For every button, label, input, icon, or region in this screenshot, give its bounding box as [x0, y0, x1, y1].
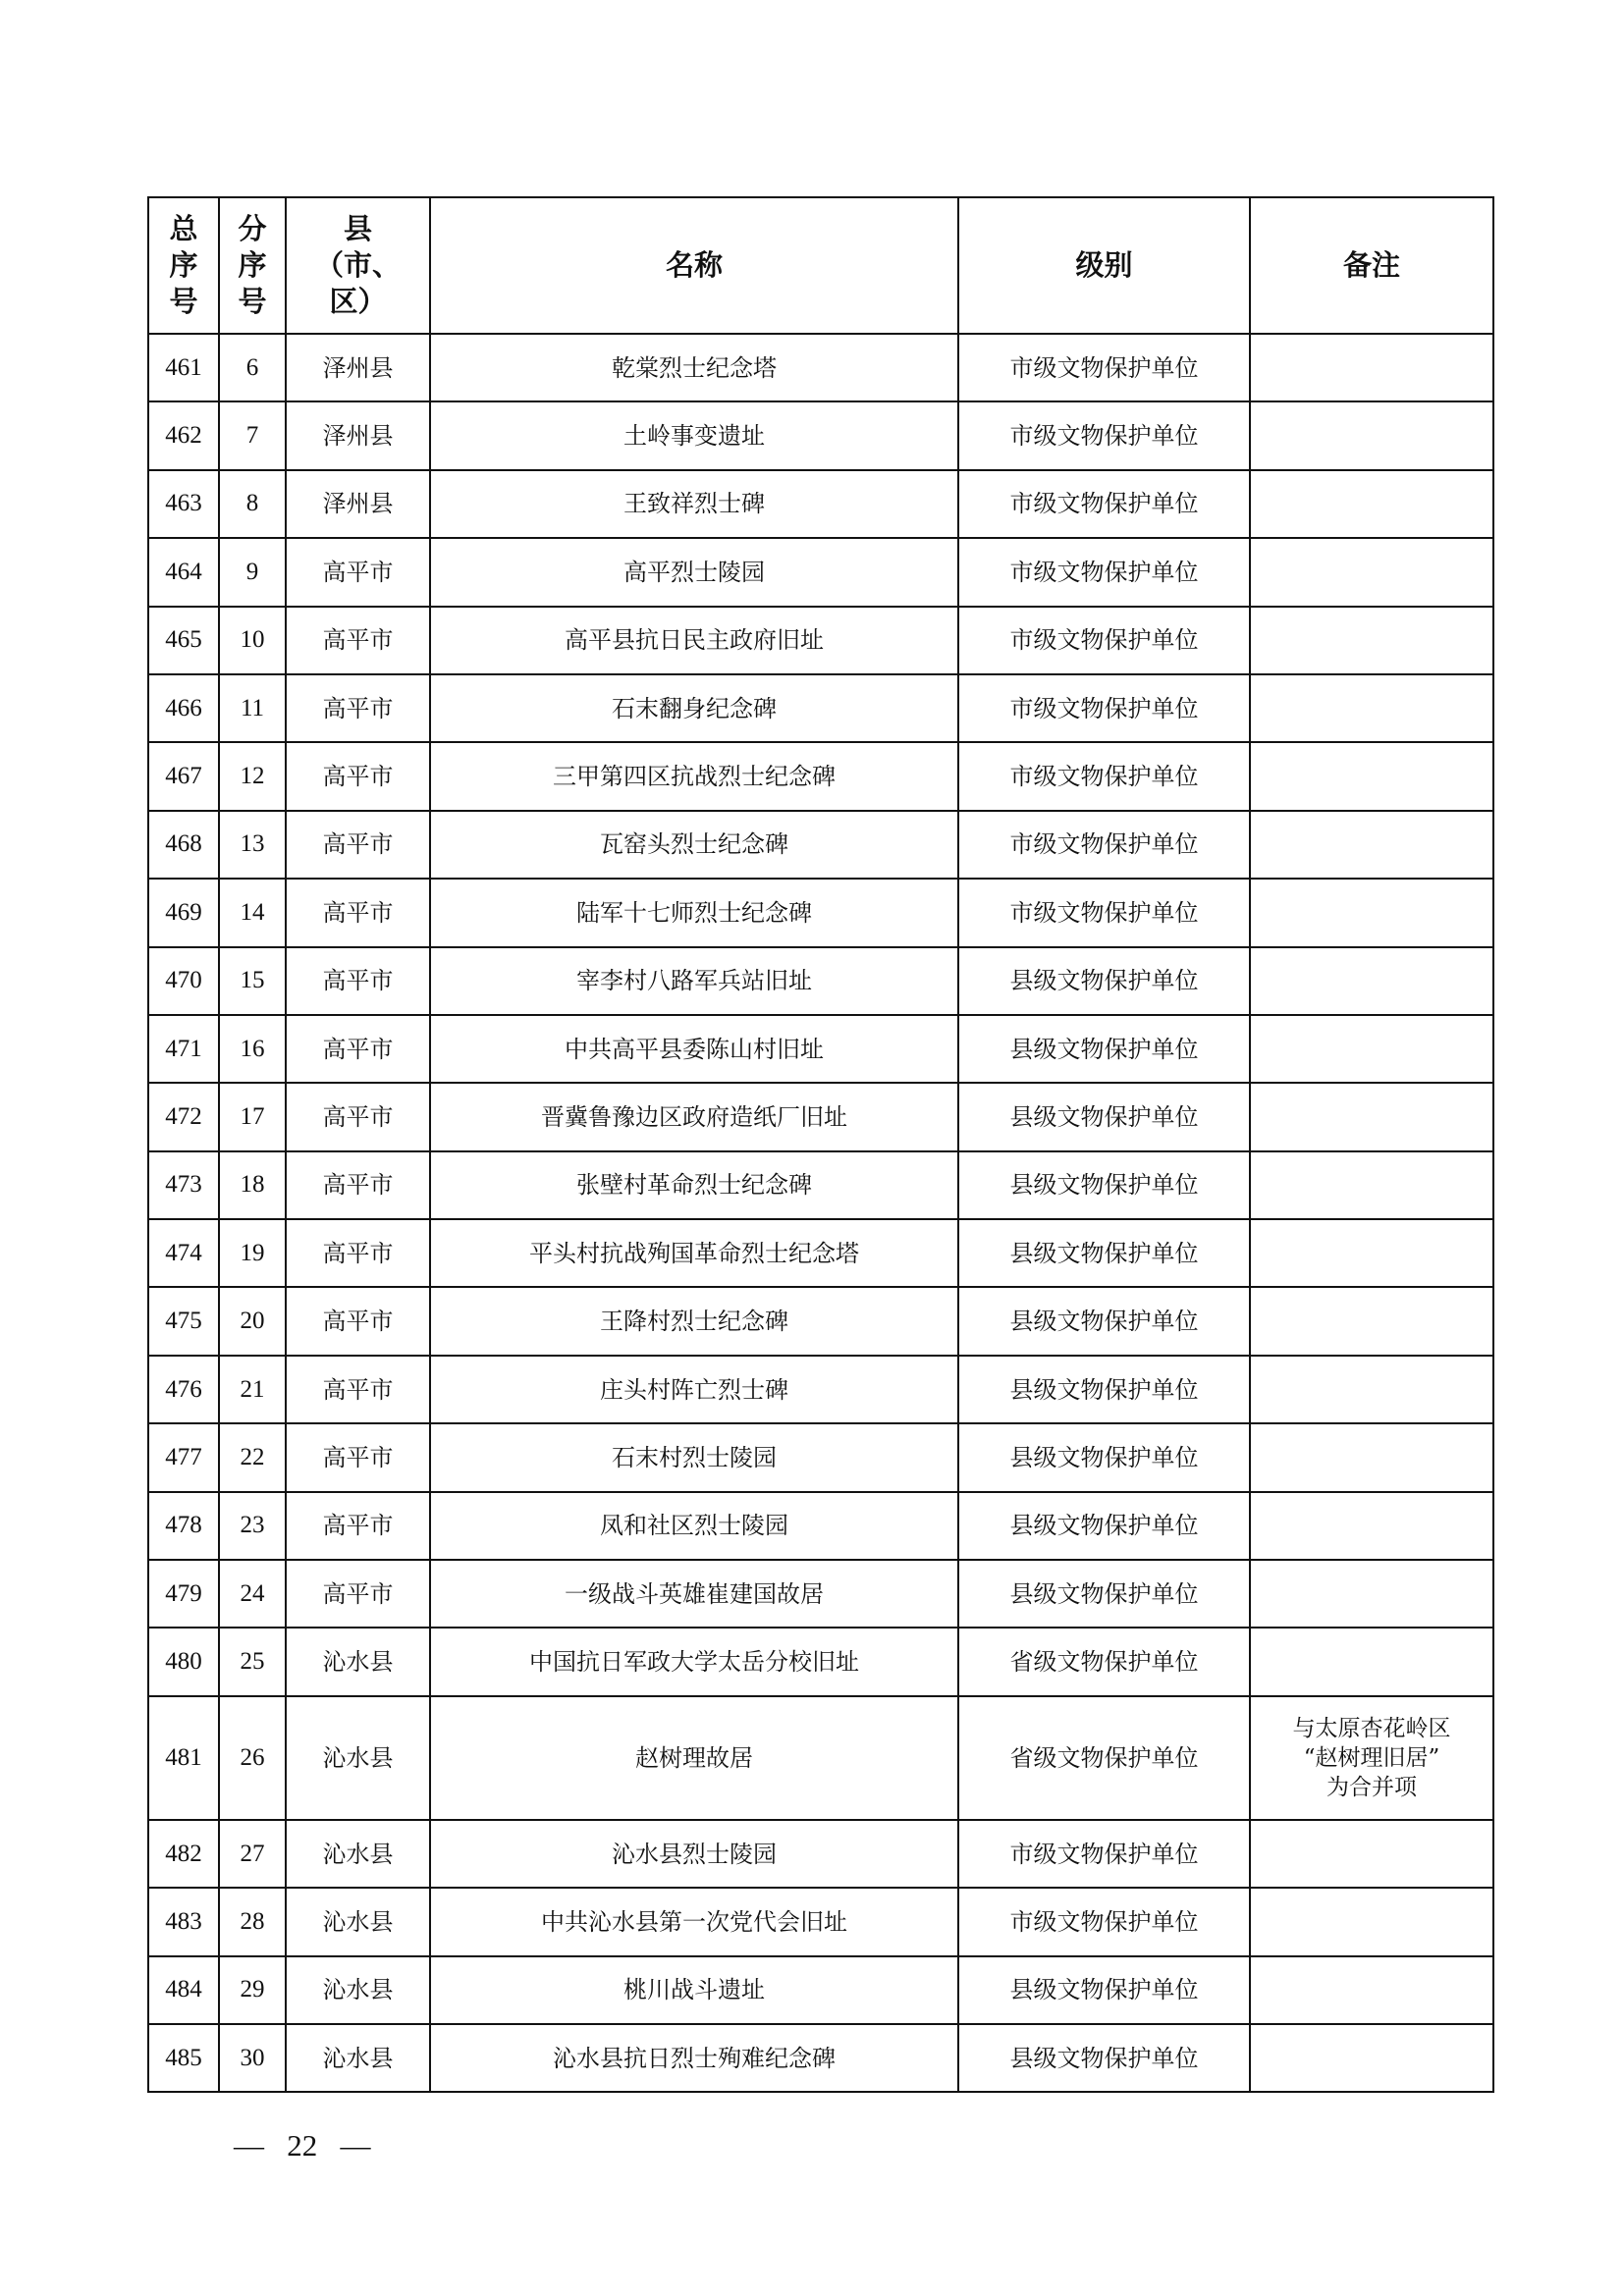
header-text: （市、	[314, 248, 401, 282]
cell-county: 沁水县	[286, 1628, 430, 1695]
cell-total-number: 474	[148, 1219, 219, 1287]
cell-level: 县级文物保护单位	[958, 1560, 1250, 1628]
cell-sub-number: 16	[219, 1015, 286, 1083]
cell-total-number: 470	[148, 947, 219, 1015]
cell-name: 中共沁水县第一次党代会旧址	[430, 1888, 958, 1955]
cell-county: 高平市	[286, 1151, 430, 1219]
cell-name: 石末翻身纪念碑	[430, 674, 958, 742]
header-total-number	[148, 197, 219, 334]
table-row	[148, 1219, 1493, 1287]
header-remark: 备注	[1250, 197, 1493, 334]
cell-county: 高平市	[286, 607, 430, 674]
cell-total-number: 463	[148, 470, 219, 538]
cell-total-number: 475	[148, 1287, 219, 1355]
cell-sub-number: 13	[219, 811, 286, 879]
cell-remark	[1250, 334, 1493, 401]
cell-county: 高平市	[286, 1219, 430, 1287]
cell-name: 晋冀鲁豫边区政府造纸厂旧址	[430, 1083, 958, 1150]
cell-level: 市级文物保护单位	[958, 607, 1250, 674]
cell-name: 一级战斗英雄崔建国故居	[430, 1560, 958, 1628]
cell-name: 宰李村八路军兵站旧址	[430, 947, 958, 1015]
cell-remark	[1250, 674, 1493, 742]
cell-sub-number: 20	[219, 1287, 286, 1355]
cell-sub-number: 21	[219, 1356, 286, 1423]
cell-county: 沁水县	[286, 1696, 430, 1820]
table-row	[148, 1015, 1493, 1083]
footer-dash-left: —	[234, 2128, 264, 2163]
cell-total-number: 462	[148, 401, 219, 469]
table-row	[148, 1820, 1493, 1888]
cell-level: 县级文物保护单位	[958, 1956, 1250, 2024]
cell-level: 市级文物保护单位	[958, 334, 1250, 401]
cell-name: 土岭事变遗址	[430, 401, 958, 469]
table-body	[148, 334, 1493, 2092]
cell-level: 市级文物保护单位	[958, 811, 1250, 879]
cell-remark	[1250, 538, 1493, 606]
cell-remark	[1250, 1015, 1493, 1083]
table-row	[148, 1492, 1493, 1560]
cell-name: 王致祥烈士碑	[430, 470, 958, 538]
cell-remark	[1250, 1287, 1493, 1355]
cell-total-number: 484	[148, 1956, 219, 2024]
cell-total-number: 464	[148, 538, 219, 606]
cell-sub-number: 27	[219, 1820, 286, 1888]
cell-remark	[1250, 1628, 1493, 1695]
cell-county: 高平市	[286, 1492, 430, 1560]
cell-county: 高平市	[286, 538, 430, 606]
cell-level: 县级文物保护单位	[958, 1492, 1250, 1560]
cell-sub-number: 12	[219, 742, 286, 810]
cell-remark	[1250, 1356, 1493, 1423]
cell-total-number: 481	[148, 1696, 219, 1820]
table-row	[148, 607, 1493, 674]
cell-remark	[1250, 1560, 1493, 1628]
cell-level: 市级文物保护单位	[958, 674, 1250, 742]
cell-remark	[1250, 742, 1493, 810]
cell-total-number: 477	[148, 1423, 219, 1491]
cell-sub-number: 15	[219, 947, 286, 1015]
cell-county: 高平市	[286, 947, 430, 1015]
cell-level: 县级文物保护单位	[958, 1423, 1250, 1491]
cell-county: 沁水县	[286, 1820, 430, 1888]
cell-county: 高平市	[286, 742, 430, 810]
header-county	[286, 197, 430, 334]
cell-name: 高平县抗日民主政府旧址	[430, 607, 958, 674]
table-row	[148, 1560, 1493, 1628]
footer-dash-right: —	[340, 2128, 371, 2163]
cell-name: 沁水县烈士陵园	[430, 1820, 958, 1888]
cell-name: 三甲第四区抗战烈士纪念碑	[430, 742, 958, 810]
header-text: 序	[169, 248, 198, 282]
header-text: 区）	[329, 285, 387, 318]
cell-level: 省级文物保护单位	[958, 1628, 1250, 1695]
cell-sub-number: 25	[219, 1628, 286, 1695]
cell-level: 县级文物保护单位	[958, 1219, 1250, 1287]
cell-name: 石末村烈士陵园	[430, 1423, 958, 1491]
cell-county: 高平市	[286, 1015, 430, 1083]
cell-level: 省级文物保护单位	[958, 1696, 1250, 1820]
table-row	[148, 1287, 1493, 1355]
header-text: 号	[169, 285, 198, 318]
cell-name: 庄头村阵亡烈士碑	[430, 1356, 958, 1423]
cell-county: 沁水县	[286, 1888, 430, 1955]
table-row	[148, 401, 1493, 469]
cell-level: 市级文物保护单位	[958, 1888, 1250, 1955]
cell-level: 县级文物保护单位	[958, 947, 1250, 1015]
cell-name: 陆军十七师烈士纪念碑	[430, 879, 958, 946]
cell-sub-number: 10	[219, 607, 286, 674]
cell-remark	[1250, 811, 1493, 879]
remark-line: 与太原杏花岭区	[1292, 1715, 1451, 1741]
cell-total-number: 480	[148, 1628, 219, 1695]
cell-total-number: 476	[148, 1356, 219, 1423]
cell-sub-number: 9	[219, 538, 286, 606]
cell-remark	[1250, 1083, 1493, 1150]
cell-total-number: 461	[148, 334, 219, 401]
cell-total-number: 471	[148, 1015, 219, 1083]
cell-county: 高平市	[286, 1083, 430, 1150]
cell-name: 张壁村革命烈士纪念碑	[430, 1151, 958, 1219]
cell-level: 市级文物保护单位	[958, 1820, 1250, 1888]
table-header	[148, 197, 1493, 334]
table-row	[148, 879, 1493, 946]
cell-remark	[1250, 607, 1493, 674]
cell-county: 泽州县	[286, 334, 430, 401]
cell-name: 沁水县抗日烈士殉难纪念碑	[430, 2024, 958, 2092]
cell-name: 王降村烈士纪念碑	[430, 1287, 958, 1355]
remark-line: 为合并项	[1326, 1774, 1417, 1800]
cell-sub-number: 6	[219, 334, 286, 401]
cell-total-number: 466	[148, 674, 219, 742]
cell-county: 高平市	[286, 1356, 430, 1423]
table-row	[148, 947, 1493, 1015]
header-text: 分	[238, 212, 267, 245]
cell-total-number: 472	[148, 1083, 219, 1150]
cell-remark	[1250, 470, 1493, 538]
cell-name: 平头村抗战殉国革命烈士纪念塔	[430, 1219, 958, 1287]
cell-total-number: 467	[148, 742, 219, 810]
table-row	[148, 1956, 1493, 2024]
cell-name: 乾棠烈士纪念塔	[430, 334, 958, 401]
cell-remark	[1250, 1219, 1493, 1287]
cell-county: 沁水县	[286, 2024, 430, 2092]
table-row	[148, 1423, 1493, 1491]
table-row	[148, 1356, 1493, 1423]
cell-remark	[1250, 879, 1493, 946]
cell-remark	[1250, 1151, 1493, 1219]
cell-name: 桃川战斗遗址	[430, 1956, 958, 2024]
cell-county: 高平市	[286, 1287, 430, 1355]
cell-level: 市级文物保护单位	[958, 401, 1250, 469]
cell-name: 中国抗日军政大学太岳分校旧址	[430, 1628, 958, 1695]
cell-county: 高平市	[286, 811, 430, 879]
cell-name: 中共高平县委陈山村旧址	[430, 1015, 958, 1083]
cell-level: 县级文物保护单位	[958, 1287, 1250, 1355]
cell-total-number: 473	[148, 1151, 219, 1219]
cell-county: 沁水县	[286, 1956, 430, 2024]
table-row	[148, 742, 1493, 810]
heritage-table-container	[147, 196, 1492, 2093]
cell-sub-number: 18	[219, 1151, 286, 1219]
cell-remark	[1250, 1956, 1493, 2024]
cell-remark	[1250, 1820, 1493, 1888]
cell-level: 县级文物保护单位	[958, 1083, 1250, 1150]
cell-county: 高平市	[286, 1423, 430, 1491]
cell-level: 市级文物保护单位	[958, 470, 1250, 538]
header-text: 序	[238, 248, 267, 282]
cell-total-number: 483	[148, 1888, 219, 1955]
cell-level: 县级文物保护单位	[958, 1356, 1250, 1423]
cell-sub-number: 26	[219, 1696, 286, 1820]
cell-name: 凤和社区烈士陵园	[430, 1492, 958, 1560]
header-level: 级别	[958, 197, 1250, 334]
cell-sub-number: 28	[219, 1888, 286, 1955]
cell-total-number: 482	[148, 1820, 219, 1888]
cell-sub-number: 7	[219, 401, 286, 469]
remark-line: “赵树理旧居”	[1303, 1744, 1440, 1771]
cell-sub-number: 23	[219, 1492, 286, 1560]
cell-county: 高平市	[286, 879, 430, 946]
header-sub-number	[219, 197, 286, 334]
cell-total-number: 468	[148, 811, 219, 879]
cell-total-number: 485	[148, 2024, 219, 2092]
cell-remark	[1250, 947, 1493, 1015]
header-name: 名称	[430, 197, 958, 334]
table-row	[148, 334, 1493, 401]
cell-remark	[1250, 1423, 1493, 1491]
cell-sub-number: 11	[219, 674, 286, 742]
page-footer	[234, 2128, 371, 2163]
cell-sub-number: 30	[219, 2024, 286, 2092]
cell-name: 瓦窑头烈士纪念碑	[430, 811, 958, 879]
cell-total-number: 478	[148, 1492, 219, 1560]
cell-county: 泽州县	[286, 401, 430, 469]
cell-level: 县级文物保护单位	[958, 1151, 1250, 1219]
cell-remark	[1250, 2024, 1493, 2092]
table-row	[148, 1696, 1493, 1820]
cell-county: 高平市	[286, 674, 430, 742]
header-text: 县	[343, 212, 372, 245]
cell-remark	[1250, 1492, 1493, 1560]
cell-level: 市级文物保护单位	[958, 742, 1250, 810]
table-row	[148, 470, 1493, 538]
cell-remark	[1250, 1696, 1493, 1820]
cell-remark	[1250, 1888, 1493, 1955]
header-text: 总	[169, 212, 198, 245]
cell-total-number: 479	[148, 1560, 219, 1628]
cell-sub-number: 17	[219, 1083, 286, 1150]
cell-remark	[1250, 401, 1493, 469]
cell-level: 县级文物保护单位	[958, 2024, 1250, 2092]
header-row	[148, 197, 1493, 334]
cell-total-number: 465	[148, 607, 219, 674]
table-row	[148, 538, 1493, 606]
cell-sub-number: 19	[219, 1219, 286, 1287]
table-row	[148, 674, 1493, 742]
table-row	[148, 1151, 1493, 1219]
cell-sub-number: 14	[219, 879, 286, 946]
table-row	[148, 1888, 1493, 1955]
cell-name: 高平烈士陵园	[430, 538, 958, 606]
cell-sub-number: 24	[219, 1560, 286, 1628]
cell-level: 市级文物保护单位	[958, 879, 1250, 946]
cell-sub-number: 8	[219, 470, 286, 538]
cell-county: 泽州县	[286, 470, 430, 538]
cell-level: 市级文物保护单位	[958, 538, 1250, 606]
table-row	[148, 811, 1493, 879]
page-number: 22	[287, 2128, 318, 2163]
table-row	[148, 2024, 1493, 2092]
cell-name: 赵树理故居	[430, 1696, 958, 1820]
header-text: 号	[238, 285, 267, 318]
cell-county: 高平市	[286, 1560, 430, 1628]
cell-sub-number: 22	[219, 1423, 286, 1491]
cell-level: 县级文物保护单位	[958, 1015, 1250, 1083]
heritage-sites-table	[147, 196, 1494, 2093]
table-row	[148, 1083, 1493, 1150]
table-row	[148, 1628, 1493, 1695]
cell-sub-number: 29	[219, 1956, 286, 2024]
cell-total-number: 469	[148, 879, 219, 946]
